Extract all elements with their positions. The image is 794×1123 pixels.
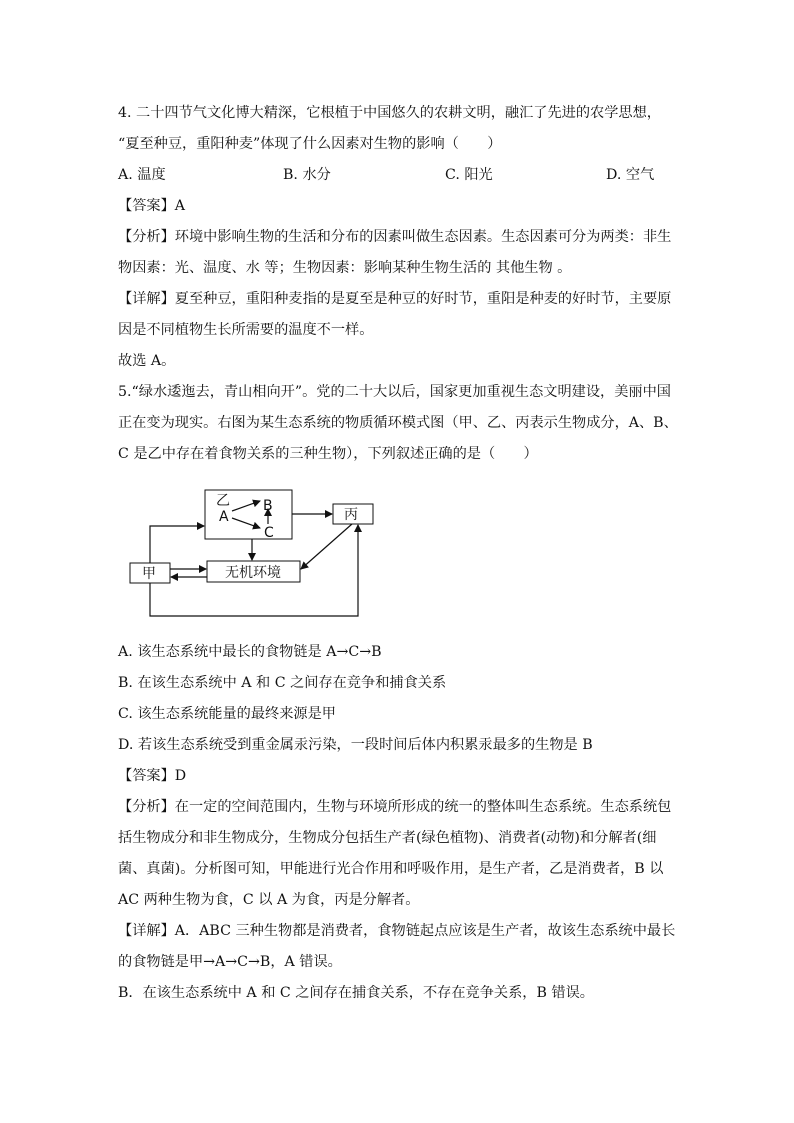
q4-analysis-line1: 【分析】环境中影响生物的生活和分布的因素叫做生态因素。生态因素可分为两类：非生 — [118, 229, 672, 245]
q5-analysis-line2: 括生物成分和非生物成分，生物成分包括生产者(绿色植物)、消费者(动物)和分解者(细 — [118, 830, 657, 846]
q4-option-d: D. 空气 — [606, 167, 655, 183]
q5-analysis-line1: 【分析】在一定的空间范围内，生物与环境所形成的统一的整体叫生态系统。生态系统包 — [118, 799, 672, 815]
q5-analysis-line3: 菌、真菌)。分析图可知，甲能进行光合作用和呼吸作用，是生产者，乙是消费者，B 以 — [118, 861, 664, 877]
jia-label: 甲 — [142, 566, 156, 582]
material-cycle-diagram — [126, 486, 386, 622]
arrow-a-to-b — [232, 501, 260, 511]
arrow-a-to-c — [232, 518, 260, 528]
q5-stem-line3: C 是乙中存在着食物关系的三种生物），下列叙述正确的是（ ） — [118, 446, 538, 462]
q4-conclusion: 故选 A。 — [118, 353, 176, 369]
a-label: A — [219, 509, 229, 525]
q4-stem-line1: 4. 二十四节气文化博大精深，它根植于中国悠久的农耕文明，融汇了先进的农学思想， — [118, 105, 661, 121]
q4-option-b: B. 水分 — [283, 167, 331, 183]
q5-stem-line1: 5.“绿水逶迤去，青山相向开”。党的二十大以后，国家更加重视生态文明建设，美丽中国 — [118, 384, 671, 400]
q5-option-a: A. 该生态系统中最长的食物链是 A→C→B — [118, 644, 382, 660]
bing-label: 丙 — [344, 507, 358, 523]
arrow-bing-to-env — [301, 524, 352, 569]
q5-detail-line3: B．在该生态系统中 A 和 C 之间存在捕食关系，不存在竞争关系，B 错误。 — [118, 985, 594, 1001]
q5-detail-line1: 【详解】A．ABC 三种生物都是消费者，食物链起点应该是生产者，故该生态系统中最长 — [118, 923, 676, 939]
q5-option-b: B. 在该生态系统中 A 和 C 之间存在竞争和捕食关系 — [118, 675, 447, 691]
q5-option-c: C. 该生态系统能量的最终来源是甲 — [118, 706, 336, 722]
q4-detail-line2: 因是不同植物生长所需要的温度不一样。 — [118, 322, 374, 338]
env-label: 无机环境 — [225, 565, 281, 581]
q5-stem-line2: 正在变为现实。右图为某生态系统的物质循环模式图（甲、乙、丙表示生物成分，A、B、 — [118, 415, 678, 431]
q5-detail-line2: 的食物链是甲→A→C→B，A 错误。 — [118, 954, 342, 970]
q5-answer: 【答案】D — [118, 768, 187, 784]
q4-detail-line1: 【详解】夏至种豆，重阳种麦指的是夏至是种豆的好时节，重阳是种麦的好时节，主要原 — [118, 291, 672, 307]
c-label: C — [264, 525, 274, 541]
yi-label: 乙 — [216, 493, 230, 509]
b-label: B — [263, 498, 273, 514]
q5-option-d: D. 若该生态系统受到重金属汞污染，一段时间后体内积累汞最多的生物是 B — [118, 737, 593, 753]
q4-option-a: A. 温度 — [118, 167, 166, 183]
q5-analysis-line4: AC 两种生物为食，C 以 A 为食，丙是分解者。 — [118, 892, 420, 908]
q4-option-c: C. 阳光 — [445, 167, 493, 183]
q4-answer: 【答案】A — [118, 198, 185, 214]
arrow-jia-to-yi — [150, 526, 204, 563]
q4-stem-line2: “夏至种豆，重阳种麦”体现了什么因素对生物的影响（ ） — [118, 136, 502, 152]
q4-analysis-line2: 物因素：光、温度、水 等；生物因素：影响某种生物生活的 其他生物 。 — [118, 260, 572, 276]
